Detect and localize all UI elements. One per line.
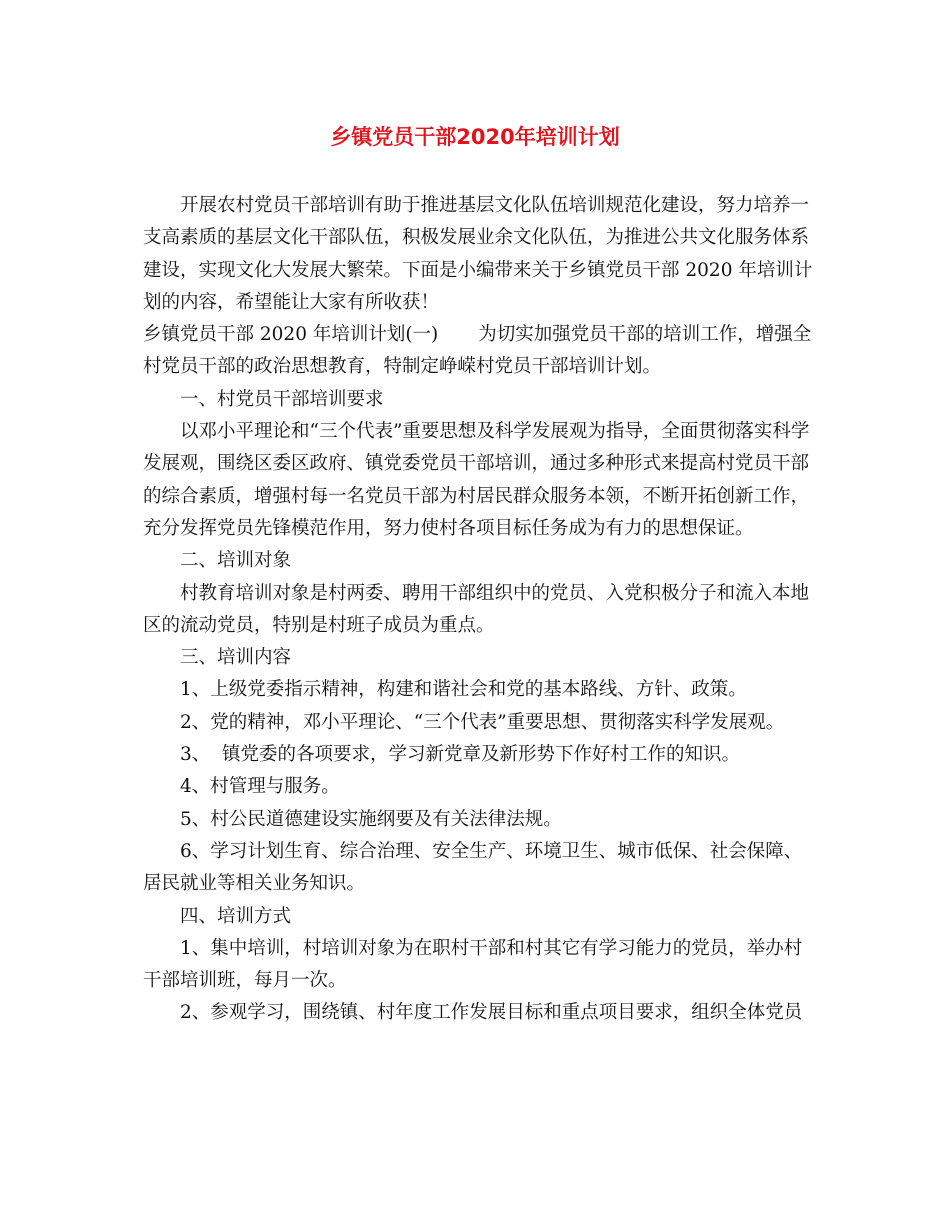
section-heading-targets: 二、培训对象 bbox=[180, 550, 292, 572]
section-heading-requirements: 一、村党员干部培训要求 bbox=[180, 388, 384, 410]
content-item-5: 5、村公民道德建设实施纲要及有关法律法规。 bbox=[180, 808, 562, 830]
section-heading-content: 三、培训内容 bbox=[180, 647, 292, 669]
plan-one-heading: 乡镇党员干部 2020 年培训计划(一) bbox=[143, 324, 439, 346]
method-item-1: 1、集中培训，村培训对象为在职村干部和村其它有学习能力的党员，举办村干部培训班，每月一次。 bbox=[143, 937, 803, 992]
document-title: 乡镇党员干部2020年培训计划 bbox=[330, 125, 620, 149]
targets-paragraph: 村教育培训对象是村两委、聘用干部组织中的党员、入党积极分子和流入本地区的流动党员，特别是村班子成员为重点。 bbox=[143, 582, 810, 636]
content-item-3: 3、 镇党委的各项要求，学习新党章及新形势下作好村工作的知识。 bbox=[180, 744, 741, 766]
content-item-4: 4、村管理与服务。 bbox=[180, 776, 340, 798]
document-body bbox=[143, 190, 818, 1030]
content-item-2: 2、党的精神，邓小平理论、“三个代表”重要思想、贯彻落实科学发展观。 bbox=[180, 711, 785, 733]
method-item-2: 2、参观学习，围绕镇、村年度工作发展目标和重点项目要求，组织全体党员 bbox=[180, 1002, 803, 1024]
section-heading-methods: 四、培训方式 bbox=[180, 905, 292, 927]
plan-one-paragraph bbox=[143, 319, 818, 384]
plan-one-purpose: 为切实加强党员干部的培训工作，增强全村党员干部的政治思想教育，特制定峥嵘村党员干部培训计划。 bbox=[143, 324, 812, 378]
content-item-1: 1、上级党委指示精神，构建和谐社会和党的基本路线、方针、政策。 bbox=[180, 679, 747, 701]
content-item-6: 6、学习计划生育、综合治理、安全生产、环境卫生、城市低保、社会保障、居民就业等相关业务知识。 bbox=[143, 840, 803, 895]
intro-paragraph: 开展农村党员干部培训有助于推进基层文化队伍培训规范化建设，努力培养一支高素质的基层文化干部队伍，积极发展业余文化队伍，为推进公共文化服务体系建设，实现文化大发展大繁荣。下面是小编带来关于乡镇党员干部 2020 年培训计划的内容，希望能让大家有所收获！ bbox=[143, 195, 813, 313]
requirements-paragraph: 以邓小平理论和“三个代表”重要思想及科学发展观为指导，全面贯彻落实科学发展观，围绕区委区政府、镇党委党员干部培训，通过多种形式来提高村党员干部的综合素质，增强村每一名党员干部为村居民群众服务本领，不断开拓创新工作，充分发挥党员先锋模范作用，努力使村各项目标任务成为有力的思想保证。 bbox=[143, 421, 810, 539]
